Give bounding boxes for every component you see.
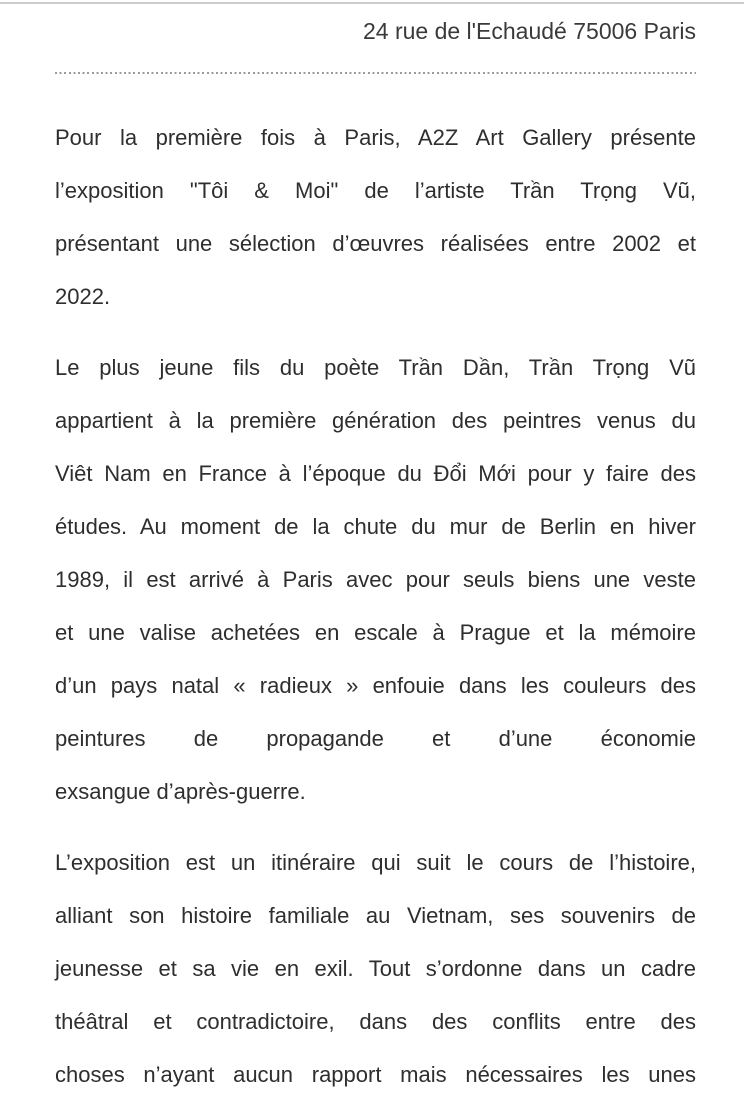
text-line: et une valise achetées en escale à Prague et la mémoire [55,620,696,645]
text-line: Viêt Nam en France à l’époque du Đổi Mới pour y faire des [55,461,696,486]
text-line: études. Au moment de la chute du mur de Berlin en hiver [55,514,696,539]
paragraph-exhibition [55,836,696,1101]
text-line: choses n’ayant aucun rapport mais nécessaires les unes [55,1062,696,1087]
text-line: présentant une sélection d’œuvres réalisées entre 2002 et [55,231,696,256]
text-line: l’exposition "Tôi & Moi" de l’artiste Trần Trọng Vũ, [55,178,696,203]
text-line: d’un pays natal « radieux » enfouie dans les couleurs des [55,673,696,698]
text-line: Pour la première fois à Paris, A2Z Art Gallery présente [55,125,696,150]
text-line: 1989, il est arrivé à Paris avec pour seuls biens une veste [55,567,696,592]
paragraph-intro [55,111,696,323]
text-line: peintures de propagande et d’une économie [55,726,696,751]
text-line: appartient à la première génération des peintres venus du [55,408,696,433]
gallery-address: 24 rue de l'Echaudé 75006 Paris [362,18,696,44]
document-content [55,4,696,1119]
text-line: L’exposition est un itinéraire qui suit le cours de l’histoire, [55,850,696,875]
paragraph-biography [55,341,696,818]
text-line: jeunesse et sa vie en exil. Tout s’ordonne dans un cadre [55,956,696,981]
text-line: alliant son histoire familiale au Vietnam, ses souvenirs de [55,903,696,928]
dotted-divider [55,72,696,74]
text-line: exsangue d’après-guerre. [55,779,306,804]
text-line: théâtral et contradictoire, dans des conflits entre des [55,1009,696,1034]
text-line: Le plus jeune fils du poète Trần Dần, Trần Trọng Vũ [55,355,696,380]
text-line: 2022. [55,284,111,309]
press-release-body [55,111,696,1101]
